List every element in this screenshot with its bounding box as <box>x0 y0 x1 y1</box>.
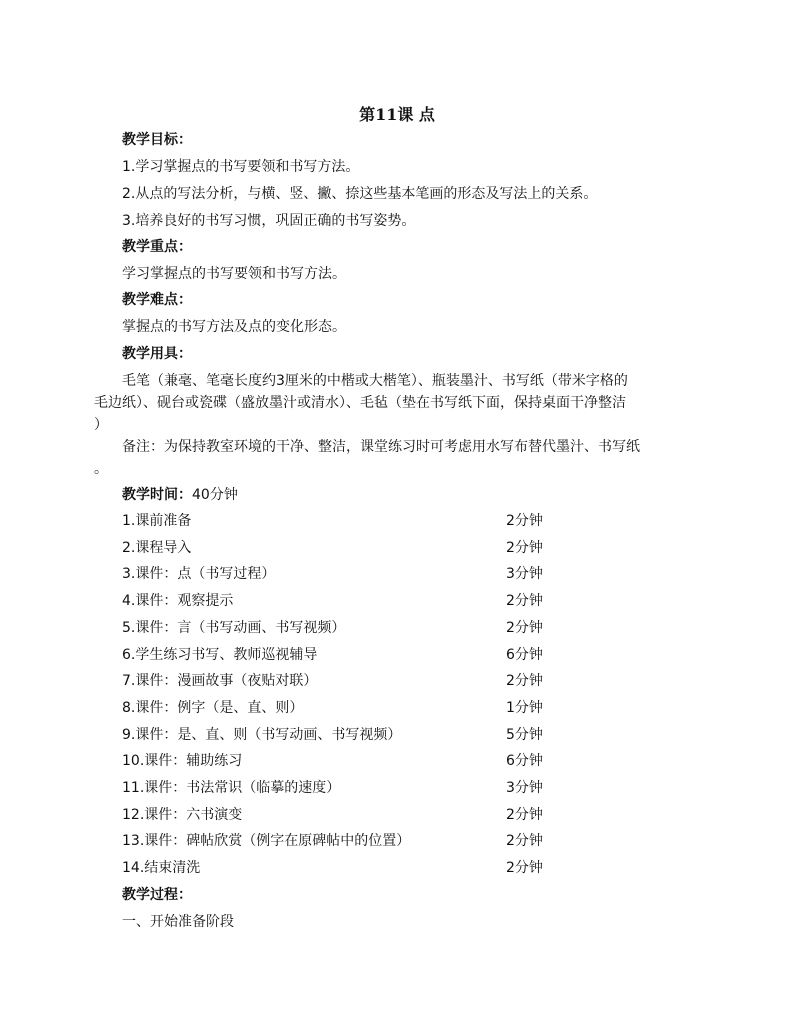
key-points-heading: 教学重点： <box>122 239 192 255</box>
schedule-item: 12.课件：六书演变 <box>122 807 243 823</box>
tools-line: 毛边纸）、砚台或瓷碟（盛放墨汁或清水）、毛毡（垫在书写纸下面，保持桌面干净整洁 <box>94 395 626 411</box>
note-line: 备注：为保持教室环境的干净、整洁，课堂练习时可考虑用水写布替代墨汁、书写纸 <box>122 439 640 455</box>
time-heading: 教学时间： <box>122 487 192 503</box>
process-heading: 教学过程： <box>122 887 192 903</box>
schedule-duration: 2分钟 <box>506 593 543 609</box>
note-line: 。 <box>94 461 108 477</box>
objective-item: 1.学习掌握点的书写要领和书写方法。 <box>122 159 360 175</box>
key-points-text: 学习掌握点的书写要领和书写方法。 <box>122 266 346 282</box>
tools-paragraph <box>94 370 704 436</box>
schedule-row <box>122 539 562 557</box>
schedule-row <box>122 619 562 637</box>
schedule-item: 1.课前准备 <box>122 513 192 529</box>
schedule-row <box>122 646 562 664</box>
tools-note <box>94 436 704 480</box>
schedule-item: 2.课程导入 <box>122 540 192 556</box>
schedule-row <box>122 832 562 850</box>
schedule-duration: 2分钟 <box>506 620 543 636</box>
schedule-row <box>122 565 562 583</box>
schedule-item: 6.学生练习书写、教师巡视辅导 <box>122 647 318 663</box>
schedule-duration: 2分钟 <box>506 540 543 556</box>
schedule-item: 14.结束清洗 <box>122 860 201 876</box>
tools-line: ） <box>94 417 108 433</box>
schedule-item: 8.课件：例字（是、直、则） <box>122 700 304 716</box>
objective-item: 3.培养良好的书写习惯，巩固正确的书写姿势。 <box>122 213 416 229</box>
schedule-duration: 5分钟 <box>506 727 543 743</box>
schedule-duration: 6分钟 <box>506 753 543 769</box>
first-stage-heading: 一、开始准备阶段 <box>122 914 234 930</box>
schedule-row <box>122 779 562 797</box>
time-total: 40分钟 <box>192 487 238 503</box>
schedule-item: 5.课件：言（书写动画、书写视频） <box>122 620 346 636</box>
schedule-item: 11.课件：书法常识（临摹的速度） <box>122 780 341 796</box>
schedule-duration: 2分钟 <box>506 860 543 876</box>
schedule-item: 13.课件：碑帖欣赏（例字在原碑帖中的位置） <box>122 833 411 849</box>
schedule-row <box>122 726 562 744</box>
tools-line: 毛笔（兼毫、笔毫长度约3厘米的中楷或大楷笔）、瓶装墨汁、书写纸（带米字格的 <box>122 373 628 389</box>
schedule-item: 4.课件：观察提示 <box>122 593 234 609</box>
schedule-duration: 2分钟 <box>506 833 543 849</box>
schedule-duration: 2分钟 <box>506 807 543 823</box>
schedule-duration: 3分钟 <box>506 566 543 582</box>
schedule-row <box>122 672 562 690</box>
tools-heading: 教学用具： <box>122 346 192 362</box>
schedule-duration: 1分钟 <box>506 700 543 716</box>
schedule-duration: 2分钟 <box>506 673 543 689</box>
time-line <box>122 486 238 504</box>
schedule-item: 9.课件：是、直、则（书写动画、书写视频） <box>122 727 402 743</box>
schedule-duration: 6分钟 <box>506 647 543 663</box>
schedule-row <box>122 699 562 717</box>
schedule-duration: 3分钟 <box>506 780 543 796</box>
lesson-title: 第11课 点 <box>359 105 435 124</box>
schedule-item: 7.课件：漫画故事（夜贴对联） <box>122 673 318 689</box>
schedule-item: 3.课件：点（书写过程） <box>122 566 276 582</box>
schedule-item: 10.课件：辅助练习 <box>122 753 243 769</box>
schedule-duration: 2分钟 <box>506 513 543 529</box>
difficulties-text: 掌握点的书写方法及点的变化形态。 <box>122 319 346 335</box>
objective-item: 2.从点的写法分析，与横、竖、撇、捺这些基本笔画的形态及写法上的关系。 <box>122 186 598 202</box>
schedule-row <box>122 512 562 530</box>
schedule-row <box>122 806 562 824</box>
schedule-row <box>122 592 562 610</box>
difficulties-heading: 教学难点： <box>122 292 192 308</box>
schedule-row <box>122 859 562 877</box>
objectives-heading: 教学目标： <box>122 132 192 148</box>
schedule-row <box>122 752 562 770</box>
